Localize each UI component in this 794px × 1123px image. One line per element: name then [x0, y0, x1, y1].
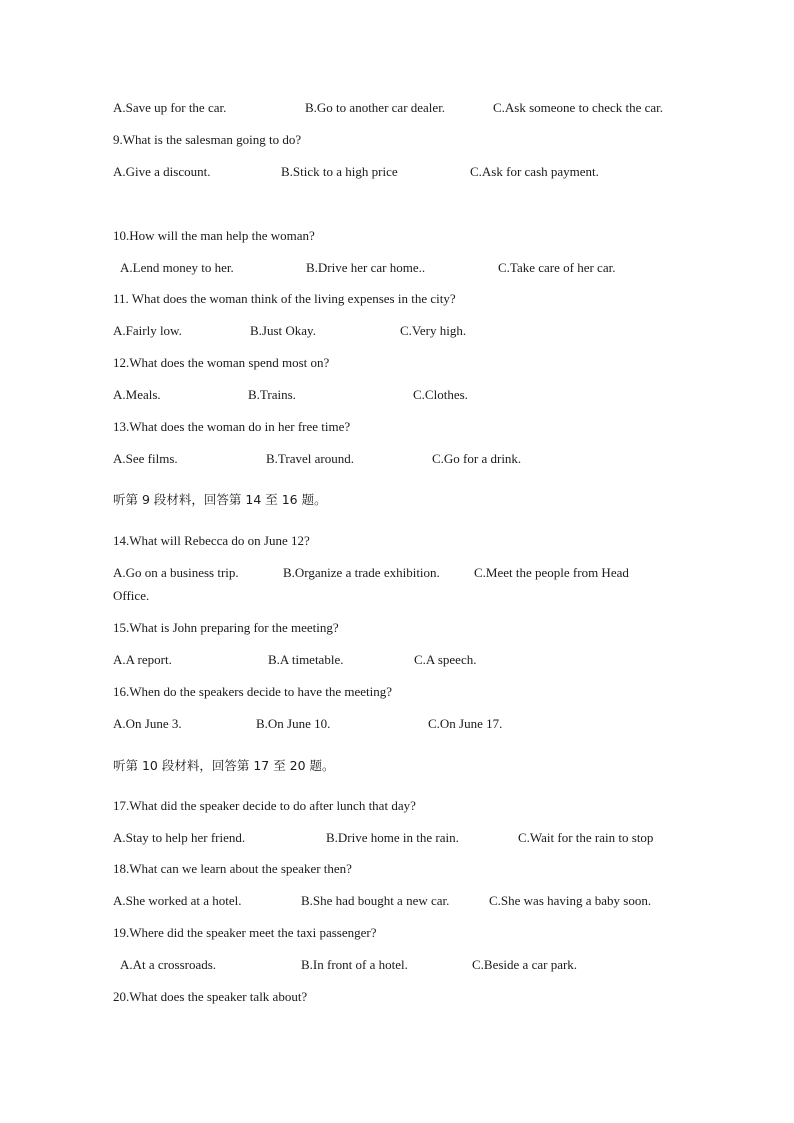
question-text: 14.What will Rebecca do on June 12?	[113, 533, 310, 548]
option-c: C.On June 17.	[428, 716, 503, 731]
options-row	[0, 259, 794, 277]
options-row	[0, 322, 794, 340]
question-text: 15.What is John preparing for the meeting?	[113, 620, 339, 635]
option-c: C.Ask for cash payment.	[470, 164, 599, 179]
question-line	[0, 131, 794, 149]
question-line	[0, 418, 794, 436]
options-row	[0, 386, 794, 404]
option-a: A.On June 3.	[113, 716, 182, 731]
options-row	[0, 651, 794, 669]
option-b: B.Drive home in the rain.	[326, 830, 459, 845]
option-b: B.She had bought a new car.	[301, 893, 450, 908]
option-c: C.A speech.	[414, 652, 477, 667]
option-a: A.At a crossroads.	[120, 957, 217, 972]
options-row	[0, 956, 794, 974]
option-b: B.Trains.	[248, 387, 296, 402]
option-c: C.Go for a drink.	[432, 451, 522, 466]
question-text: 10.How will the man help the woman?	[113, 228, 315, 243]
question-line	[0, 619, 794, 637]
options-row	[0, 564, 794, 582]
section-heading-line	[0, 757, 794, 775]
option-c: C.Wait for the rain to stop	[518, 830, 654, 845]
question-text: 18.What can we learn about the speaker then?	[113, 861, 352, 876]
options-row	[0, 163, 794, 181]
question-text: 9.What is the salesman going to do?	[113, 132, 302, 147]
option-continuation: Office.	[113, 588, 150, 603]
option-c: C.She was having a baby soon.	[489, 893, 652, 908]
question-text: 13.What does the woman do in her free time?	[113, 419, 351, 434]
option-c: C.Meet the people from Head	[474, 565, 629, 580]
question-text: 11. What does the woman think of the living expenses in the city?	[113, 291, 456, 306]
question-text: 19.Where did the speaker meet the taxi passenger?	[113, 925, 377, 940]
option-a: A.Lend money to her.	[120, 260, 234, 275]
option-a: A.Save up for the car.	[113, 100, 227, 115]
option-c: C.Clothes.	[413, 387, 468, 402]
option-a: A.Stay to help her friend.	[113, 830, 246, 845]
options-row	[0, 715, 794, 733]
option-c: C.Very high.	[400, 323, 467, 338]
option-b: B.Drive her car home..	[306, 260, 426, 275]
question-line	[0, 290, 794, 308]
question-text: 17.What did the speaker decide to do after lunch that day?	[113, 798, 416, 813]
section-heading: 听第 9 段材料，回答第 14 至 16 题。	[113, 492, 327, 507]
option-c: C.Beside a car park.	[472, 957, 578, 972]
section-heading: 听第 10 段材料，回答第 17 至 20 题。	[113, 758, 335, 773]
option-a: A.A report.	[113, 652, 172, 667]
option-b: B.A timetable.	[268, 652, 344, 667]
question-line	[0, 683, 794, 701]
option-a: A.Meals.	[113, 387, 161, 402]
option-a: A.Fairly low.	[113, 323, 182, 338]
question-line	[0, 227, 794, 245]
question-line	[0, 797, 794, 815]
option-a: A.See films.	[113, 451, 178, 466]
question-line	[0, 924, 794, 942]
option-a: A.She worked at a hotel.	[113, 893, 242, 908]
question-text: 20.What does the speaker talk about?	[113, 989, 308, 1004]
option-c: C.Take care of her car.	[498, 260, 616, 275]
question-text: 12.What does the woman spend most on?	[113, 355, 330, 370]
option-b: B.Go to another car dealer.	[305, 100, 446, 115]
option-a: A.Go on a business trip.	[113, 565, 239, 580]
question-text: 16.When do the speakers decide to have the meeting?	[113, 684, 393, 699]
option-b: B.Stick to a high price	[281, 164, 398, 179]
options-row	[0, 99, 794, 117]
option-b: B.Just Okay.	[250, 323, 316, 338]
option-b: B.Organize a trade exhibition.	[283, 565, 440, 580]
options-row	[0, 450, 794, 468]
question-line	[0, 988, 794, 1006]
option-a: A.Give a discount.	[113, 164, 211, 179]
options-row	[0, 892, 794, 910]
option-b: B.Travel around.	[266, 451, 354, 466]
option-continuation-line	[0, 587, 794, 605]
question-line	[0, 532, 794, 550]
option-b: B.In front of a hotel.	[301, 957, 408, 972]
question-line	[0, 860, 794, 878]
option-c: C.Ask someone to check the car.	[493, 100, 664, 115]
option-b: B.On June 10.	[256, 716, 331, 731]
question-line	[0, 354, 794, 372]
section-heading-line	[0, 491, 794, 509]
options-row	[0, 829, 794, 847]
